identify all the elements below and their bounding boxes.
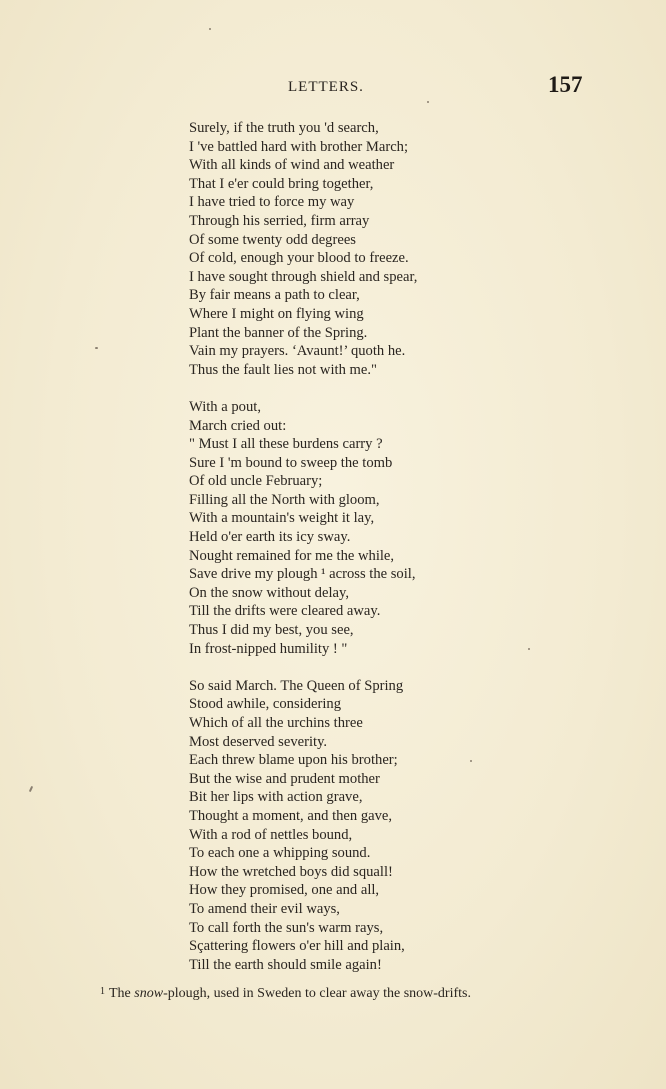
poem-line: Most deserved severity.	[189, 733, 328, 750]
poem-line: Through his serried, firm array	[189, 212, 370, 229]
footnote-text-before: The	[109, 986, 135, 1001]
poem-line: Of old uncle February;	[189, 473, 323, 490]
poem-line: Bit her lips with action grave,	[189, 789, 363, 806]
stanza-3	[189, 677, 609, 975]
poem-line: How they promised, one and all,	[189, 882, 380, 899]
footnote-marker: 1	[100, 986, 105, 997]
poem-line: Nought remained for me the while,	[189, 547, 395, 564]
poem-line: Sçattering flowers o'er hill and plain,	[189, 938, 405, 955]
poem-line: Of some twenty odd degrees	[189, 231, 356, 248]
poem-line: Each threw blame upon his brother;	[189, 752, 398, 769]
poem-line: Save drive my plough ¹ across the soil,	[189, 566, 416, 583]
poem-line: I have tried to force my way	[189, 194, 355, 211]
footnote-text-after: -plough, used in Sweden to clear away the snow-drifts.	[163, 986, 471, 1001]
stanza-1	[189, 119, 609, 379]
footnote-emphasis: snow	[134, 986, 164, 1001]
paper-speck	[528, 648, 530, 650]
poem-line: In frost-nipped humility ! "	[189, 640, 348, 657]
poem-line: I 've battled hard with brother March;	[189, 138, 409, 155]
paper-speck	[470, 760, 472, 762]
running-header: LETTERS.	[288, 79, 364, 95]
poem-line: So said March. The Queen of Spring	[189, 677, 404, 694]
poem-line: Vain my prayers. ‘Avaunt!’ quoth he.	[189, 343, 406, 360]
poem-line: I have sought through shield and spear,	[189, 268, 418, 285]
poem-line: Plant the banner of the Spring.	[189, 324, 368, 341]
paper-speck	[427, 101, 429, 103]
poem-line: To amend their evil ways,	[189, 900, 340, 917]
poem-line: Till the earth should smile again!	[189, 956, 382, 973]
poem-line: Of cold, enough your blood to freeze.	[189, 250, 409, 267]
poem-line: March cried out:	[189, 417, 287, 434]
poem-line: How the wretched boys did squall!	[189, 863, 393, 880]
poem-line: " Must I all these burdens carry ?	[189, 436, 383, 453]
poem-line: Surely, if the truth you 'd search,	[189, 120, 379, 136]
poem-line: With a rod of nettles bound,	[189, 826, 353, 843]
poem-line: To each one a whipping sound.	[189, 845, 371, 862]
poem-line: Thus I did my best, you see,	[189, 622, 354, 639]
poem-line: Sure I 'm bound to sweep the tomb	[189, 454, 393, 471]
poem-line: Till the drifts were cleared away.	[189, 603, 381, 620]
poem-line: Stood awhile, considering	[189, 696, 341, 713]
poem-line: Thus the fault lies not with me."	[189, 361, 377, 378]
paper-speck	[29, 786, 33, 792]
page-number: 157	[548, 72, 583, 97]
poem-line: With a pout,	[189, 398, 261, 415]
poem-line: But the wise and prudent mother	[189, 770, 380, 787]
poem-line: Where I might on flying wing	[189, 305, 364, 322]
poem-line: That I e'er could bring together,	[189, 175, 374, 192]
paper-speck	[209, 28, 211, 30]
poem-line: Filling all the North with gloom,	[189, 491, 380, 508]
paper-speck	[95, 347, 98, 349]
poem-line: With a mountain's weight it lay,	[189, 510, 375, 527]
poem-line: Which of all the urchins three	[189, 715, 363, 731]
poem-body	[189, 119, 609, 974]
footnote	[100, 986, 471, 1002]
poem-line: Thought a moment, and then gave,	[189, 807, 393, 824]
poem-line: Held o'er earth its icy sway.	[189, 529, 351, 546]
poem-line: By fair means a path to clear,	[189, 287, 360, 304]
poem-line: With all kinds of wind and weather	[189, 157, 395, 174]
poem-line: On the snow without delay,	[189, 584, 349, 601]
poem-line: To call forth the sun's warm rays,	[189, 919, 384, 936]
stanza-2	[189, 398, 609, 658]
